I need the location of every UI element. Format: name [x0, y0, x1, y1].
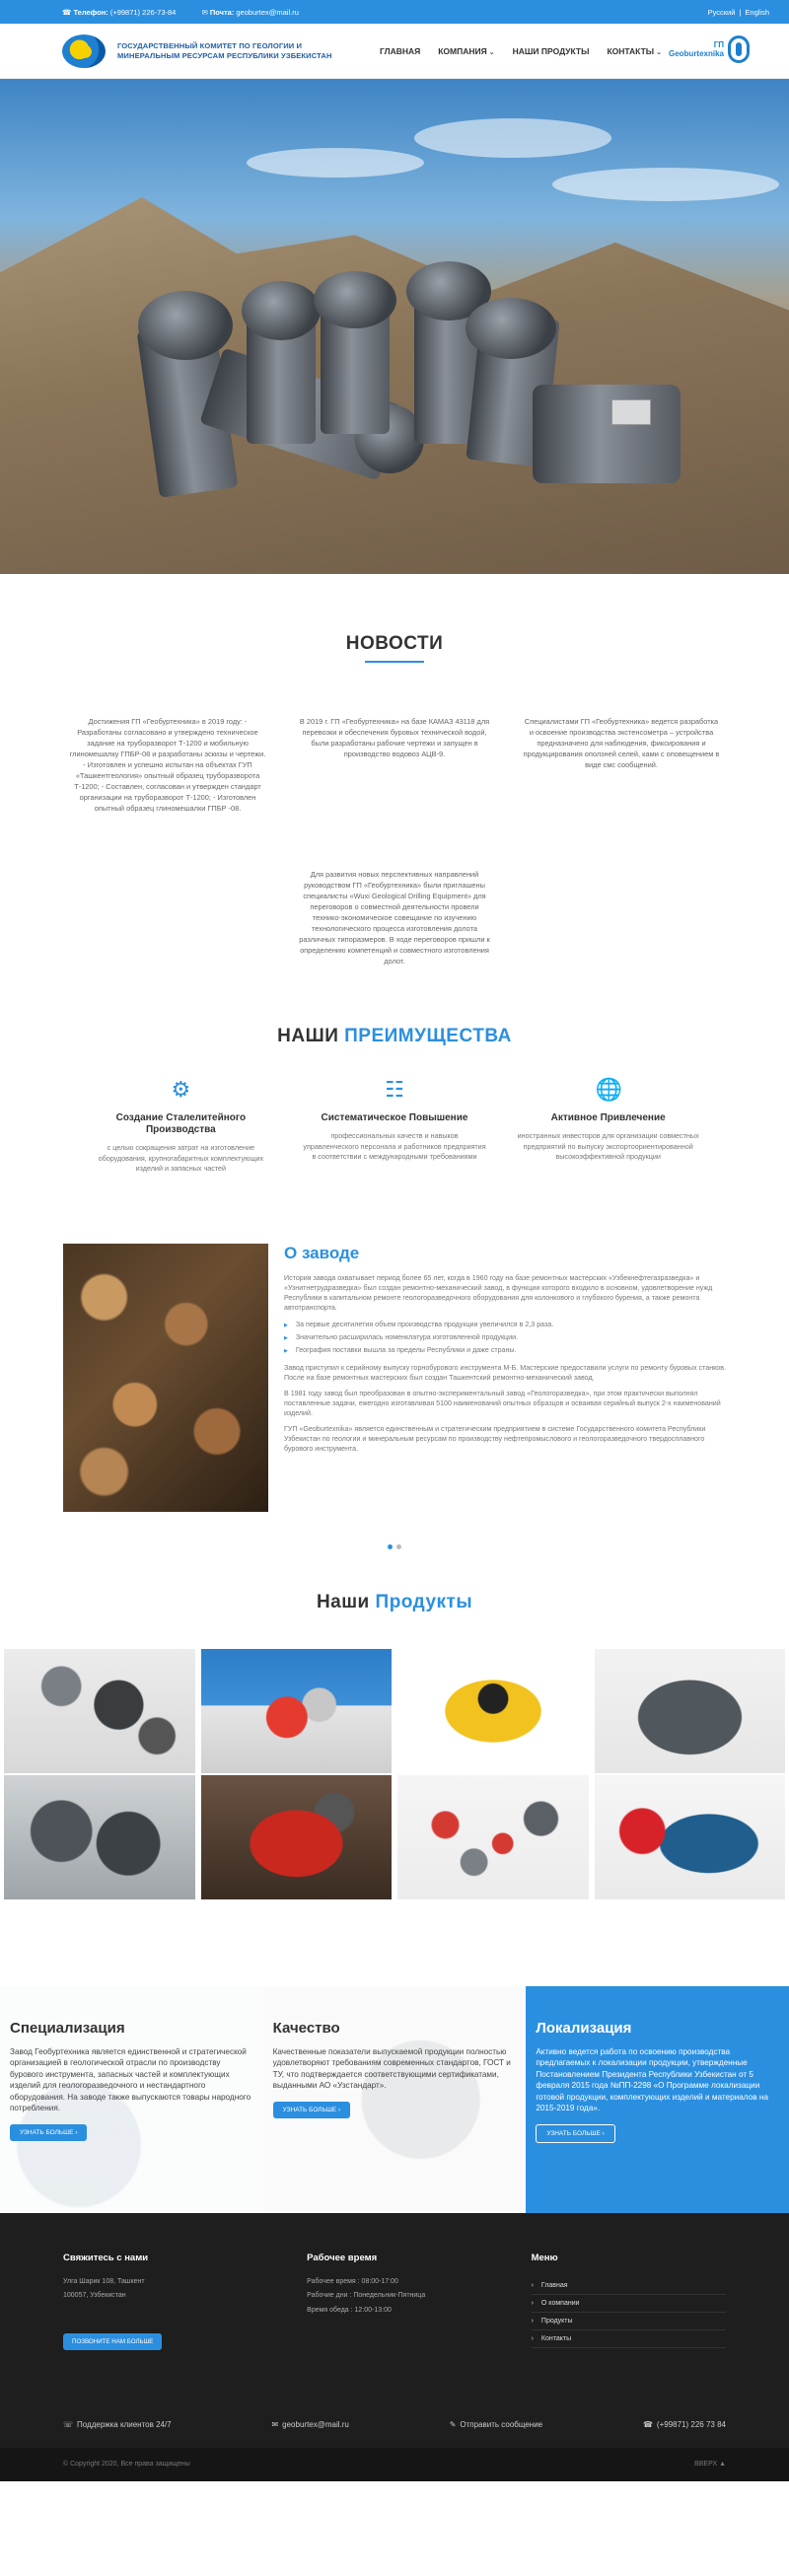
gear-icon: ⚙ [171, 1077, 191, 1102]
nav-home[interactable]: ГЛАВНАЯ [380, 45, 421, 56]
learn-more-button[interactable]: УЗНАТЬ БОЛЬШЕ › [273, 2102, 350, 2118]
phone-link[interactable]: ☎ (+99871) 226 73 84 [642, 2419, 726, 2429]
news-item[interactable]: Для развития новых перспективных направлений руководством ГП «Геобуртехника» были приглашены специалисты «Wuxi Geological Drilling Equipment» для переговоров о совместной деятельности провели технико-экономическое совещание по изучению технологического процесса изготовления долота различных типоразмеров. В ходе переговоров пришли к определению компетенций и совместного изготовления долот. [299, 870, 490, 966]
phone-icon: ☎ [642, 2419, 653, 2429]
slider-dot[interactable] [388, 1544, 393, 1549]
advantages-section [0, 1006, 789, 1204]
products-title: Наши Продукты [316, 1591, 473, 1612]
news-item[interactable]: Достижения ГП «Геобуртехника» в 2019 году: - Разработаны согласовано и утверждено техническое задание на труборазворот Т-1200 и мобильную глиномешалку ГПБР-08 и разработаны эскизы и чертежи. - Изготовлен и успешно испытан на объектах ГУП «Ташкентгеология» опытный образец труборазворота Т-1200; - Составлен, согласован и утвержден стандарт организации на труборазворот Т-1200; - Изготовлен опытный образец глиномешалки ГПБР -08. [69, 717, 266, 813]
lang-en[interactable]: English [745, 7, 769, 17]
footer-menu: Меню › Главная › О компании › Продукты › Контакты [532, 2253, 726, 2350]
top-bar: ☎ Телефон: (+99871) 226-73-84 ✉ Почта: geoburtex@mail.ru Русский | English [0, 0, 789, 24]
product-tile[interactable] [4, 1649, 195, 1773]
chevron-down-icon: ⌄ [488, 48, 495, 56]
product-tile[interactable] [595, 1649, 786, 1773]
chat-icon: ✎ [449, 2419, 457, 2429]
news-item[interactable]: В 2019 г. ГП «Геобуртехника» на базе КАМАЗ 43118 для перевозки и обеспечения буровых технической водой, были разработаны рабочие чертежи и запущен в производство водовоз АЦВ-9. [299, 717, 490, 758]
product-tile[interactable] [397, 1649, 589, 1773]
product-tile[interactable] [201, 1775, 393, 1899]
brand-title[interactable]: ГОСУДАРСТВЕННЫЙ КОМИТЕТ ПО ГЕОЛОГИИ И МИНЕРАЛЬНЫМ РЕСУРСАМ РЕСПУБЛИКИ УЗБЕКИСТАН [117, 40, 332, 60]
drill-bits-photo [63, 1244, 268, 1512]
mail-info[interactable]: ✉ Почта: geoburtex@mail.ru [201, 7, 299, 17]
send-message-link[interactable]: ✎ Отправить сообщение [449, 2419, 543, 2429]
geoburtexnika-icon [728, 36, 750, 63]
footer-link[interactable]: › О компании [532, 2295, 726, 2313]
learn-more-button[interactable]: УЗНАТЬ БОЛЬШЕ › [10, 2124, 87, 2141]
sliders-icon: ☷ [385, 1077, 404, 1102]
logo-icon[interactable] [62, 35, 106, 68]
footer-link[interactable]: › Главная [532, 2277, 726, 2295]
support-info: ☏ Поддержка клиентов 24/7 [63, 2419, 172, 2429]
slider-dot[interactable] [396, 1544, 401, 1549]
feature-quality: Качество Качественные показатели выпускаемой продукции полностью удовлетворяют требованиям современных стандартов, ГОСТ и ТУ, что подтверждается соответствующими сертификатами, выданными АО «Узстандарт». УЗНАТЬ БОЛЬШЕ › [263, 1986, 527, 2213]
footer-link[interactable]: › Контакты [532, 2330, 726, 2348]
headset-icon: ☏ [63, 2419, 74, 2429]
learn-more-button[interactable]: УЗНАТЬ БОЛЬШЕ › [536, 2124, 614, 2143]
footer-contact: Свяжитесь с нами Улга Шарик 108, Ташкент 100057, Узбекистан ПОЗВОНИТЕ НАМ БОЛЬШЕ [63, 2253, 277, 2350]
lang-ru[interactable]: Русский [707, 7, 736, 17]
chevron-down-icon: ⌄ [656, 48, 662, 56]
feature-localization: Локализация Активно ведется работа по освоению производства предлагаемых к локализации продукции, утвержденные Постановлением Президента Республики Узбекистан от 5 февраля 2015 года №ПП-2298 «О Программе локализации готовой продукции, комплектующих изделий и материалов на 2015-2019 года». УЗНАТЬ БОЛЬШЕ › [526, 1986, 789, 2213]
advantage-item: ⚙ Создание Сталелитейного Производства с целью сокращения затрат на изготовление оборудования, крупногабаритных комплектующих изделий и запасных частей [98, 1077, 264, 1173]
back-to-top-button[interactable]: ВВЕРХ ▲ [694, 2461, 726, 2468]
phone-info[interactable]: ☎ Телефон: (+99871) 226-73-84 [62, 7, 177, 17]
advantages-title: НАШИ ПРЕИМУЩЕСТВА [277, 1026, 512, 1046]
news-item[interactable]: Специалистами ГП «Геобуртехника» ведется разработка и освоение производства экстенсометра – устройства предназначено для наблюдения, фиксирования и продукцирования оползней селей, ками с оповещением в виде смс сообщений. [523, 717, 720, 769]
product-tile[interactable] [4, 1775, 195, 1899]
geoburtexnika-logo[interactable]: ГП Geoburtexnika [669, 36, 750, 63]
mail-icon: ✉ [271, 2419, 279, 2429]
nav-contacts[interactable]: КОНТАКТЫ ⌄ [607, 45, 662, 56]
product-tile[interactable] [595, 1775, 786, 1899]
advantage-item: 🌐 Активное Привлечение иностранных инвесторов для организации совместных предприятий по выпуску экспортоориентированной высокоэффективной продукции [517, 1077, 699, 1161]
products-section [0, 1592, 789, 1899]
nav-products[interactable]: НАШИ ПРОДУКТЫ [512, 45, 590, 56]
email-link[interactable]: ✉ geoburtex@mail.ru [271, 2419, 349, 2429]
site-footer [0, 2213, 789, 2481]
features-section [0, 1986, 789, 2213]
about-title: О заводе [284, 1243, 360, 1262]
hero-banner [0, 79, 789, 574]
about-section: О заводе История завода охватывает период более 65 лет, когда в 1960 году на базе ремонтных мастерских «Узбекнефтегазразведка» и «Узнитнетрудразведка» был создан ремонтно-механический завод, в функции которого входило в основном, удовлетворение нужд Республики в капитальном ремонте геологоразведочного оборудования для колонкового и глубокого бурения, а также ремонта автотранспорта. ▶ За первые десятилетия объем производства продукции увеличился в 2,3 раза. ▶ Значительно расширилась номенклатура изготовленной продукции. ▶ География поставки вышла за пределы Республики и даже страны. Завод приступил к серийному выпуску горнобурового инструмента М-Б. Мастерские предоставили услуги по ремонту буровых станков. После на базе ремонтных мастерских был создан Ташкентский ремонтно-механический завод. В 1981 году завод был преобразован в опытно-экспериментальный завод «Геологоразведка», при этом практически выполнял поставленные задачи, ежегодно изготавливая 5100 наименований опытных образцов и осваивая серийный выпуск 2-x наименований изделий. ГУП «Geoburtexnika» является единственным и стратегическим предприятием в системе Государственного комитета Республики Узбекистан по геологии и минеральным ресурсам по производству нефтепромыслового и геологоразведочного твердосплавного бурового инструмента. [0, 1204, 789, 1532]
bit-label [611, 399, 651, 425]
site-header [0, 24, 789, 79]
nav-company[interactable]: КОМПАНИЯ ⌄ [438, 45, 495, 56]
call-us-button[interactable]: ПОЗВОНИТЕ НАМ БОЛЬШЕ [63, 2333, 162, 2350]
product-tile[interactable] [201, 1649, 393, 1773]
feature-specialization: Специализация Завод Геобуртехника является единственной и стратегической организацией в геологической отрасли по производству бурового инструмента, запасных частей и комплектующих изделий для геологоразведочного и нестандартного оборудования. На заводе также выпускаются товары народного потребления. УЗНАТЬ БОЛЬШЕ › [0, 1986, 263, 2213]
footer-link[interactable]: › Продукты [532, 2313, 726, 2330]
globe-icon: 🌐 [595, 1077, 623, 1102]
main-nav [380, 46, 662, 56]
advantage-item: ☷ Систематическое Повышение профессиональных качеств и навыков управленческого персонала и работников предприятия в соответствии с международными требованиями [303, 1077, 486, 1161]
product-tile[interactable] [397, 1775, 589, 1899]
footer-hours: Рабочее время Рабочее время : 08:00-17:00 Рабочие дни : Понедельник-Пятница Время обеда : 12:00-13:00 [307, 2252, 426, 2314]
news-section [0, 574, 789, 1006]
news-title: НОВОСТИ [345, 633, 444, 654]
copyright: © Copyright 2020, Все права защищены [63, 2461, 190, 2468]
slider-dots [0, 1532, 789, 1592]
